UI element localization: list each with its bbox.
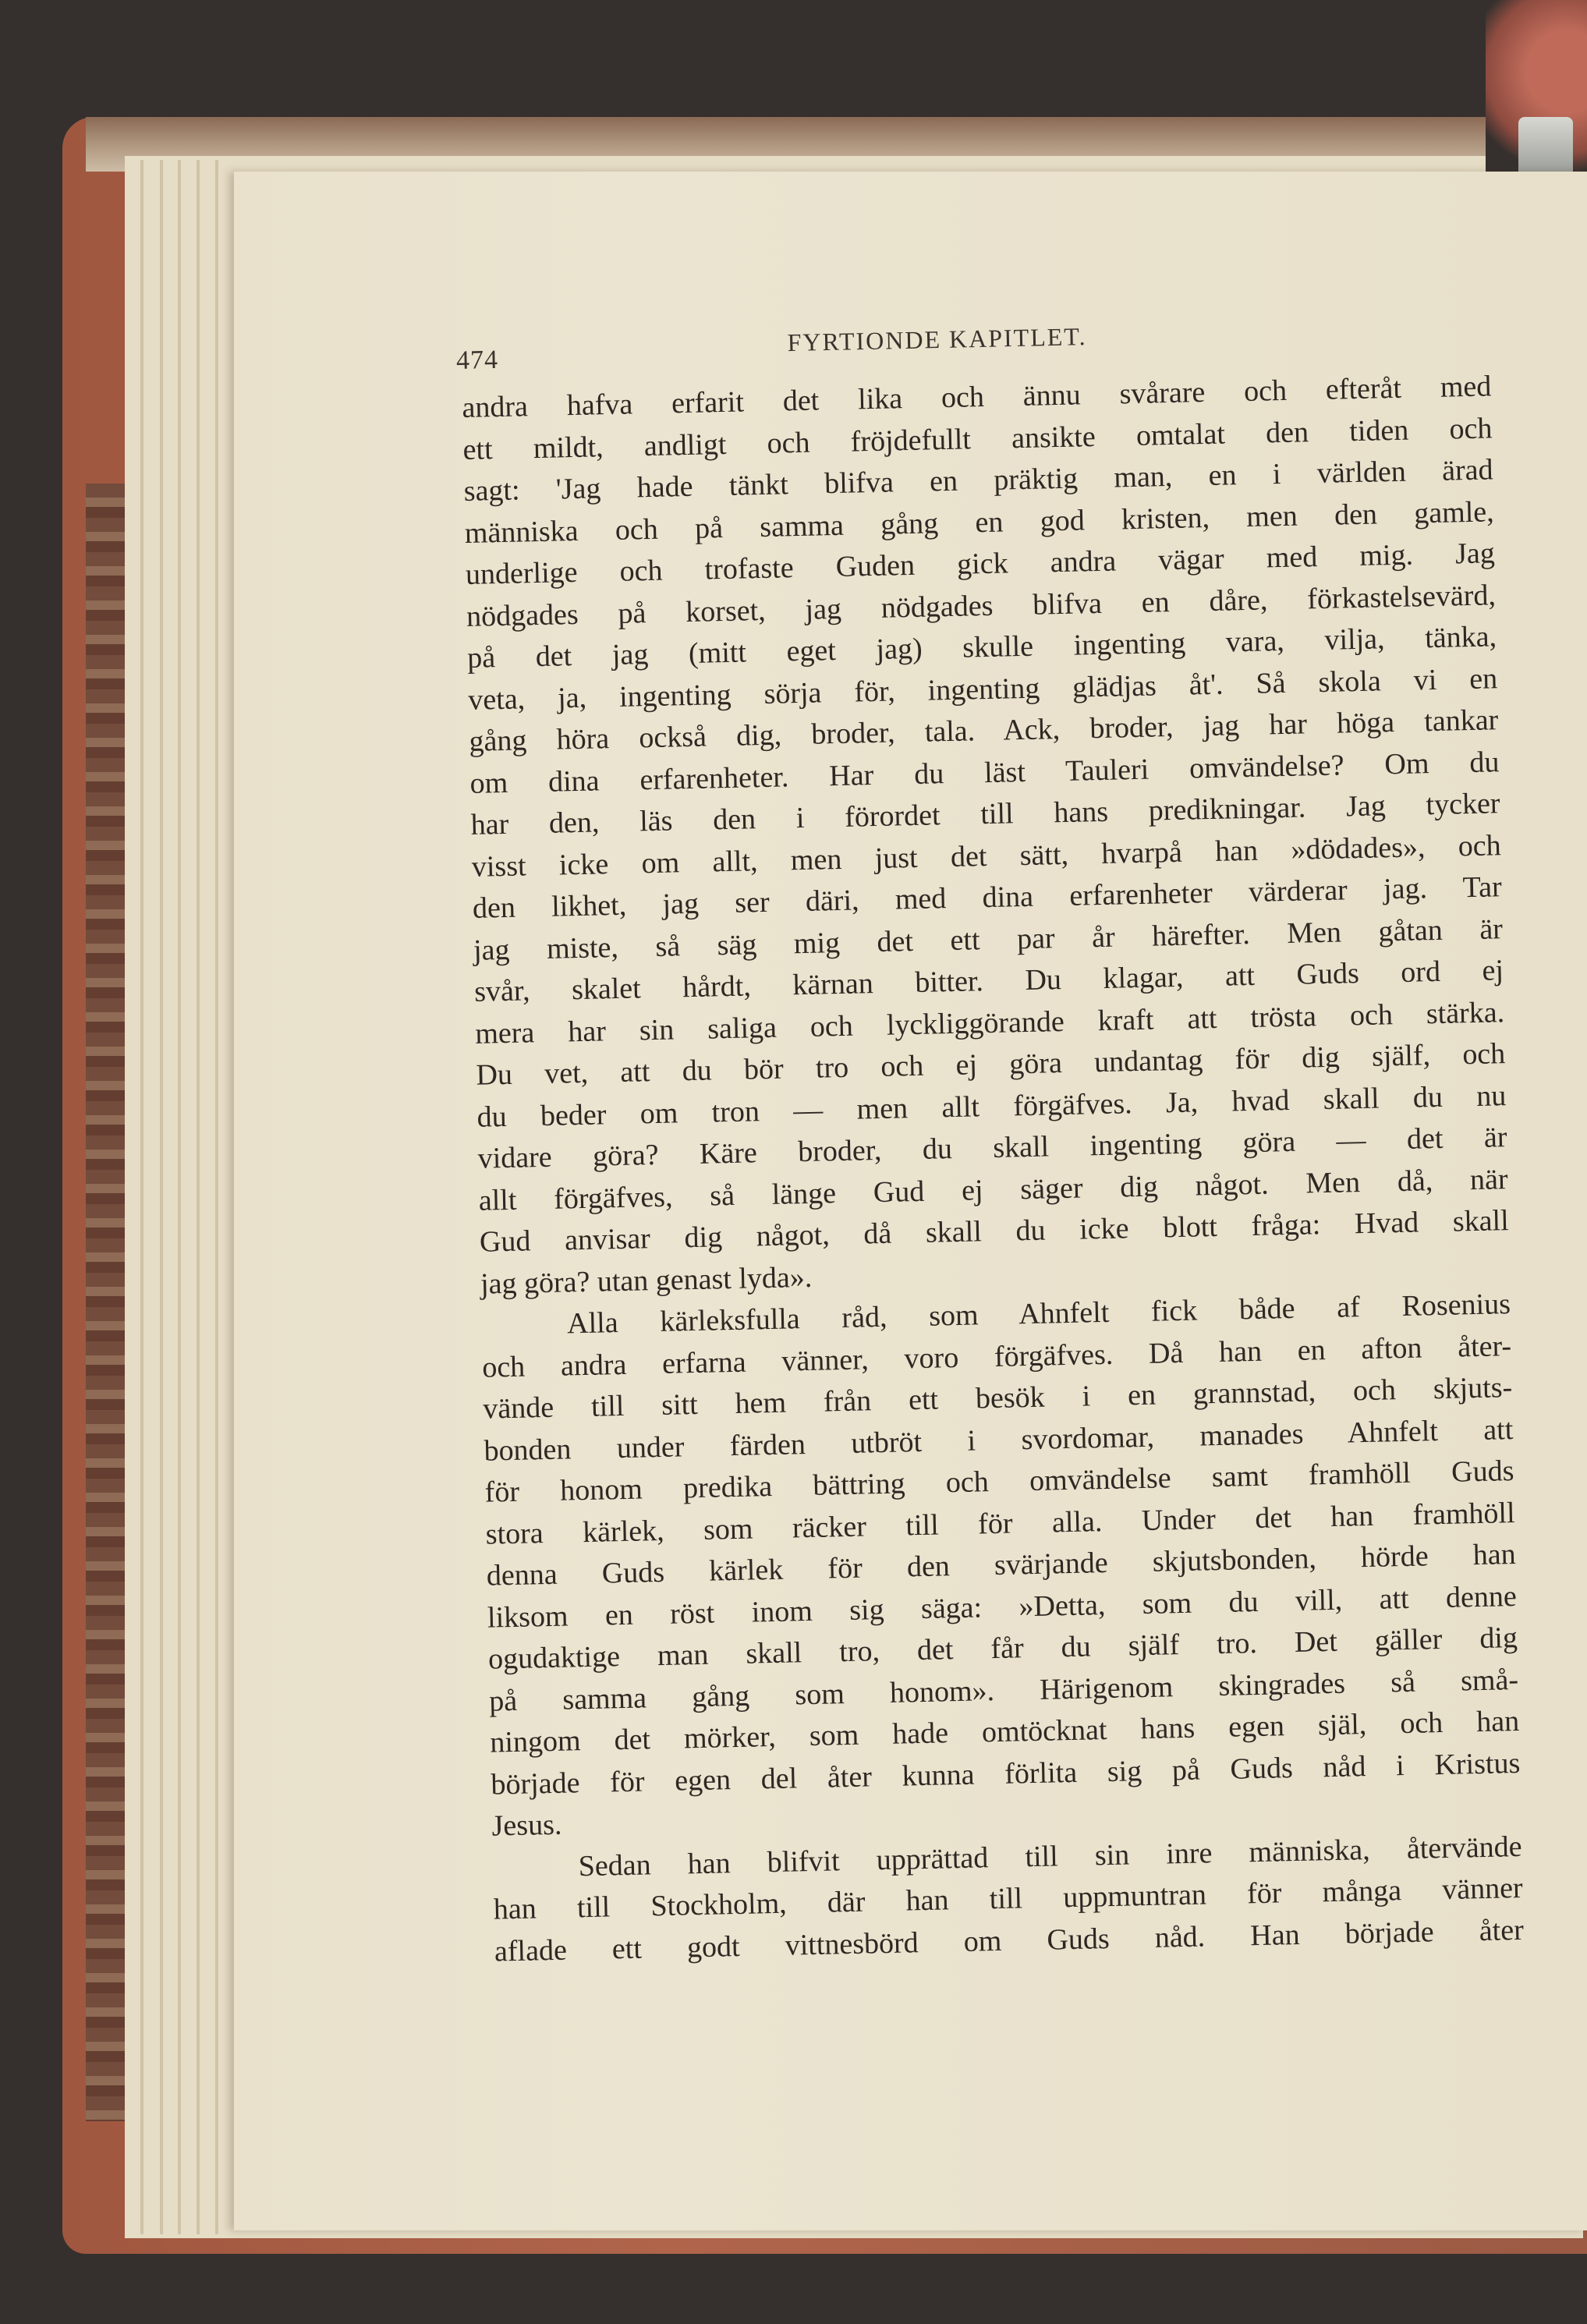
page-number: 474 xyxy=(455,345,499,375)
text-line: den likhet, jag ser däri, med dina erfarenheter värderar jag. Tar xyxy=(472,870,1503,925)
running-head: FYRTIONDE KAPITLET. xyxy=(787,322,1087,357)
text-line: allt förgäfves, så länge Gud ej säger dig något. Men då, när xyxy=(478,1162,1508,1217)
text-line: bonden under färden utbröt i svordomar, manades Ahnfelt att xyxy=(484,1412,1514,1468)
text-line: gång höra också dig, broder, tala. Ack, broder, jag har höga tankar xyxy=(469,703,1499,758)
page-edge xyxy=(215,160,218,2234)
text-line: liksom en röst inom sig säga: »Detta, som du vill, att denne xyxy=(487,1579,1518,1635)
page-edge xyxy=(197,160,200,2234)
text-line: Sedan han blifvit upprättad till sin inre människa, återvände xyxy=(578,1830,1522,1883)
page-edge xyxy=(140,160,143,2234)
text-line: människa och på samma gång en god kristen, men den gamle, xyxy=(464,494,1495,550)
text-line: ett mildt, andligt och fröjdefullt ansikte omtalat den tiden och xyxy=(462,411,1493,466)
text-line: för honom predika bättring och omvändelse samt framhöll Guds xyxy=(484,1454,1514,1509)
text-line: denna Guds kärlek för den svärjande skjutsbonden, hörde han xyxy=(486,1538,1517,1592)
text-line: Jesus. xyxy=(491,1808,562,1843)
text-line: nödgades på korset, jag nödgades blifva en dåre, förkastelsevärd, xyxy=(466,578,1497,633)
text-line: svår, skalet hårdt, kärnan bitter. Du klagar, att Guds ord ej xyxy=(473,954,1504,1008)
text-line: jag miste, så säg mig det ett par år härefter. Men gåtan är xyxy=(473,912,1504,967)
text-line: stora kärlek, som räcker till för alla. Under det han framhöll xyxy=(485,1496,1515,1551)
text-line: underlige och trofaste Guden gick andra vägar med mig. Jag xyxy=(465,537,1496,591)
text-line: ogudaktige man skall tro, det får du själf tro. Det gäller dig xyxy=(487,1621,1518,1676)
text-line: på det jag (mitt eget jag) skulle ingenting vara, vilja, tänka, xyxy=(466,620,1497,675)
text-line: han till Stockholm, där han till uppmuntran för många vänner xyxy=(493,1871,1524,1926)
text-line: mera har sin saliga och lyckliggörande kraft att trösta och stärka. xyxy=(474,995,1505,1050)
text-line: började för egen del åter kunna förlita sig på Guds nåd i Kristus xyxy=(491,1746,1521,1801)
page-edge xyxy=(178,160,181,2234)
text-line: Gud anvisar dig något, då skall du icke blott fråga: Hvad skall xyxy=(479,1204,1510,1259)
text-line: har den, läs den i förordet till hans predikningar. Jag tycker xyxy=(470,787,1500,841)
text-line: på samma gång som honom». Härigenom skingrades så små- xyxy=(488,1663,1519,1718)
text-line: ningom det mörker, som hade omtöcknat hans egen själ, och han xyxy=(489,1704,1520,1759)
text-line: Du vet, att du bör tro och ej göra undantag för dig själf, och xyxy=(476,1037,1506,1092)
text-line: vände till sitt hem från ett besök i en grannstad, och skjuts- xyxy=(482,1371,1513,1426)
text-line: och andra erfarna vänner, voro förgäfves. Då han en afton åter- xyxy=(481,1329,1512,1384)
text-line: sagt: 'Jag hade tänkt blifva en präktig man, en i världen ärad xyxy=(463,453,1493,508)
text-line: Alla kärleksfulla råd, som Ahnfelt fick både af Rosenius xyxy=(566,1288,1511,1341)
page-edge xyxy=(160,160,163,2234)
text-line: andra hafva erfarit det lika och ännu svårare och efteråt med xyxy=(462,370,1492,424)
text-line: jag göra? utan genast lyda». xyxy=(480,1260,813,1301)
text-line: veta, ja, ingenting sörja för, ingenting glädjas åt'. Så skola vi en xyxy=(467,661,1498,717)
body-text xyxy=(462,366,1524,1972)
text-line: aflade ett godt vittnesbörd om Guds nåd. Han började åter xyxy=(494,1913,1525,1968)
text-line: visst icke om allt, men just det sätt, hvarpå han »dödades», och xyxy=(471,828,1502,884)
text-line: du beder om tron — men allt förgäfves. Ja, hvad skall du nu xyxy=(476,1079,1507,1134)
text-line: vidare göra? Käre broder, du skall ingenting göra — det är xyxy=(477,1121,1507,1175)
text-line: om dina erfarenheter. Har du läst Tauleri omvändelse? Om du xyxy=(469,745,1500,800)
